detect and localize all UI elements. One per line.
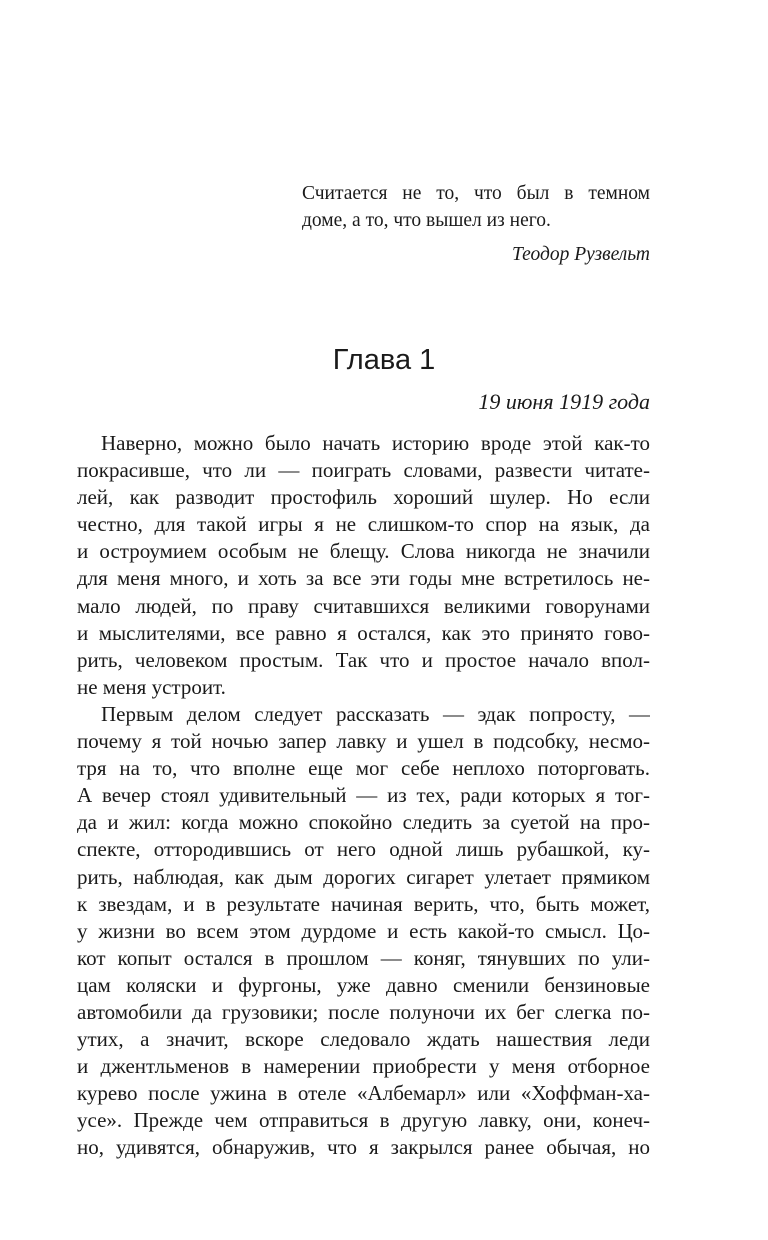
text-line: мало людей, по праву считавшихся великими говорунами (77, 593, 650, 618)
text-line: усе». Прежде чем отправиться в другую лавку, они, конеч- (77, 1108, 650, 1133)
text-line: честно, для такой игры я не слишком-то спор на язык, да (77, 512, 650, 537)
text-line: почему я той ночью запер лавку и ушел в подсобку, несмо- (77, 729, 650, 754)
text-line: да и жил: когда можно спокойно следить за суетой на про- (77, 810, 650, 835)
text-line: А вечер стоял удивительный — из тех, ради которых я тог- (77, 783, 650, 808)
epigraph (302, 180, 650, 234)
text-line: Первым делом следует рассказать — эдак попросту, — (101, 701, 650, 726)
text-line: цам коляски и фургоны, уже давно сменили бензиновые (77, 972, 650, 997)
text-line: утих, а значит, вскоре следовало ждать нашествия леди (77, 1027, 650, 1052)
chapter-date: 19 июня 1919 года (478, 389, 650, 414)
text-line: и джентльменов в намерении приобрести у меня отборное (77, 1054, 650, 1079)
epigraph-line: Считается не то, что был в темном (302, 183, 650, 204)
epigraph-attribution: Теодор Рузвельт (511, 244, 650, 265)
text-line: у жизни во всем этом дурдоме и есть какой-то смысл. Цо- (77, 918, 650, 943)
text-line: автомобили да грузовики; после полуночи их бег слегка по- (77, 999, 650, 1024)
text-line: не меня устроит. (77, 674, 226, 699)
paragraph (77, 430, 650, 701)
body-text (77, 430, 650, 1162)
text-line: к звездам, и в результате начиная верить, что, быть может, (77, 891, 650, 916)
text-line: курево после ужина в отеле «Албемарл» или «Хоффман-ха- (77, 1081, 650, 1106)
paragraph (77, 701, 650, 1162)
epigraph-line: доме, а то, что вышел из него. (302, 210, 551, 231)
text-line: Наверно, можно было начать историю вроде этой как-то (101, 431, 650, 455)
text-line: тря на то, что вполне еще мог себе неплохо поторговать. (77, 756, 650, 781)
text-line: для меня много, и хоть за все эти годы мне встретилось не- (77, 566, 650, 591)
text-line: покрасивше, что ли — поиграть словами, развести читате- (77, 458, 650, 483)
text-line: но, удивятся, обнаружив, что я закрылся ранее обычая, но (77, 1135, 650, 1160)
text-line: рить, наблюдая, как дым дорогих сигарет улетает прямиком (77, 864, 650, 889)
text-line: рить, человеком простым. Так что и простое начало впол- (77, 647, 650, 672)
text-line: и остроумием особым не блещу. Слова никогда не значили (77, 539, 650, 564)
text-line: кот копыт остался в прошлом — коняг, тянувших по ули- (77, 945, 650, 970)
text-line: спекте, оттородившись от него одной лишь рубашкой, ку- (77, 837, 650, 862)
text-line: лей, как разводит простофиль хороший шулер. Но если (77, 485, 650, 510)
chapter-title: Глава 1 (332, 344, 436, 376)
text-line: и мыслителями, все равно я остался, как это принято гово- (77, 620, 650, 645)
